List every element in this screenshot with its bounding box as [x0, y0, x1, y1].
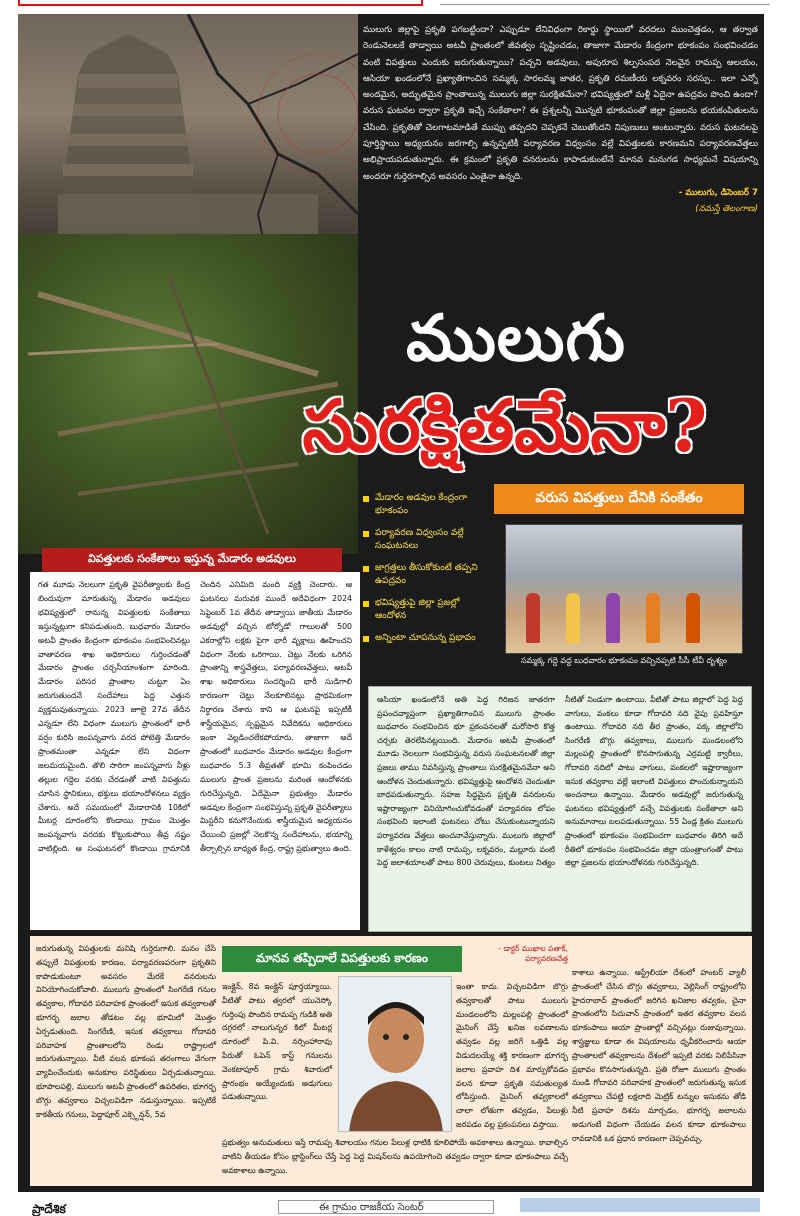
footer-headline: ప్రాదేశిక [32, 1202, 66, 1216]
highlight-bullets [363, 492, 483, 654]
divider [440, 4, 770, 5]
person-figure [566, 593, 580, 643]
article [18, 14, 764, 1192]
bottom-col-1: జరుగుతున్న విపత్తులకు మనిషి గుర్తెరుగాలి. మనం చేసే తప్పులే విపత్తులకు కారణం. పర్యావరణపరంగా ప్రకృతిని కాపాడుకుంటూ అవసరం మేరకే వనరులను వినియోగించుకోవాలి. ములుగు ప్రాంతంలో సింగరేణి గనుల తవ్వకాల, గోదావరి పరివాహక ప్రాంతంలో ఇసుక తవ్వకాలతో భూగర్భ జలాల తోడటం వల్ల భూమిలో మొత్తం ఏర్పడుతుంది. సింగరేణి, ఇసుక తవ్వకాలు గోదావరి పరివాహక ప్రాంతాలలోని రెండు రాష్ట్రాలలో జరుగుతున్నాయి. వీటి వలన భూకంప తరంగాలు వేగంగా వ్యాపించేందుకు అనుకూల పరిస్థితులు ఏర్పడుతున్నాయి. భూపాలపల్లి, ములుగు అటవీ ప్రాంతంలో ఉపరితల, భూగర్భ బొగ్గు తవ్వకాలు విచ్చలవిడిగా నడుస్తున్నాయి. ఇప్పటికే కాకతీయ గనులు, పెద్దాపూర్ ఎక్స్టెన్షన్, 5వ [36, 944, 216, 1119]
cctv-photo [505, 524, 743, 654]
person-figure [526, 593, 540, 643]
top-strip [0, 0, 800, 10]
left-section-title: విపత్తులకు సంకేతాలు ఇస్తున్న మేడారం అడవులు [42, 548, 342, 572]
bottom-section-title: మానవ తప్పిదాలే విపత్తులకు కారణం [222, 946, 462, 972]
bullet-item: మేడారం అడవుల కేంద్రంగా భూకంపం [363, 492, 483, 518]
hero-image [18, 14, 358, 554]
person-figure [606, 593, 620, 643]
bottom-col-4: కాశాలు ఉన్నాయి. ఆస్ట్రేలియా దేశంలో హంటర్ వ్యాలీ ప్రాంతంలో చేసిన బొగ్గు తవ్వకాలు, వెల్లిసింగ్ రాష్ట్రంలోని హైదరాబాద్ ప్రాంతంలో జరిగిన ఖనిజాల తవ్వకం, చైనా ప్రాంతంలోని సిచువాన్ ప్రాంతంలో ఇతర తవ్వకాల వలన భూకంపాలు ఆయా ప్రాంతాల్లో వచ్చినట్లు రుజువున్నాయి. శాస్త్రజ్ఞులు కూడా ఈ విషయాలను ధృవీకరించారు ఆయా ప్రాంతాలలో తవ్వకాలను దేశంలో ఇప్పటి వరకు నిలిపేసినా ప్రభావం కొనసాగుతున్నది. ప్రతి రోజూ ములుగు ప్రాంతం నుండి గోదావరి పరివాహక ప్రాంతంలో జరుగుతున్న ఇసుక తవ్వకాలు చేపట్టి లక్షలాది మెట్రిక్ టన్నుల ఇసుకను తోడి నీటి ప్రవాహ దిశను మార్చడం, భూగర్భ జలాలను అడుగంటే విధంగా చేయడం వలన కూడా భూకంపాలు రావడానికి ఒక ప్రధాన కారణంగా చెప్పవచ్చు. [572, 968, 746, 1143]
footer-next-article: ఈ గ్రామం రాజకీయ సెంటర్ [278, 1200, 494, 1214]
person-figure [686, 593, 700, 643]
person-figure [646, 593, 660, 643]
temple-photo [18, 14, 358, 264]
intro-body: ములుగు జిల్లాపై ప్రకృతి పగబట్టిందా? ఎప్పుడూ లేనివిధంగా రికార్డు స్థాయిలో వరదలు ముంచెత్తడం, ఆ తర్వాత రెండునెలలకే తాడ్వాయి అటవీ ప్రాంతంలో జీవత్వం సృష్టించడం, తాజాగా మేడారం కేంద్రంగా భూకంపం సంభవించడం వంటి విపత్తులు ఎందుకు జరుగుతున్నాయి? పచ్చని అడవులు, అపురూప శిల్పసంపద నెలవైన రామప్ప ఆలయం, ఆసియా ఖండంలోనే ప్రఖ్యాతిగాంచిన సమ్మక్క సారలమ్మ జాతర, ప్రకృతి రమణీయ లక్నవరం సరస్సు.. ఇలా ఎన్నో అందమైన, అద్భుతమైన ప్రాంతాలున్న ములుగు జిల్లా సురక్షితమేనా? భవిష్యత్తులో మళ్లీ ఏదైనా ఉపద్రవం పొంచి ఉందా? వరుస ఘటనల ద్వారా ప్రకృతి ఇచ్చే సంకేతాలా? ఈ ప్రశ్నలన్నీ మొన్నటి భూకంపంతో జిల్లా ప్రజలను భయకంపితులను చేసింది. ప్రకృతితో చెలగాటమాడితే ముప్పు తప్పదని చెప్పకనే చెబుతోందని నిపుణులు అంటున్నారు. వరుస ఘటనలపై పూర్తిస్థాయి అధ్యయనం జరగాల్సి ఉన్నప్పటికీ పర్యావరణ విధ్వంసం వల్లే విపత్తులకు కారణమని పర్యావరణవేత్తలు అభిప్రాయపడుతున్నారు. ఈ క్రమంలో ప్రకృతి వనరులను కాపాడుకుంటేనే మానవ మనుగడ సాధ్యమనే విషయాన్ని అందరూ గుర్తెరగాల్సిన అవసరం ఎంతైనా ఉన్నది. [363, 25, 758, 182]
bullet-item: జాగ్రత్తలు తీసుకోకుంటే తప్పని ఉపద్రవం [363, 562, 483, 588]
temple-drawing [18, 14, 358, 264]
mid-section-body: ఆసియా ఖండంలోనే అతి పెద్ద గిరిజన జాతరగా ప్రపంచవ్యాప్తంగా ప్రఖ్యాతిగాంచిన ములుగు ప్రాంతం బుధవారం సంభవించిన భూ ప్రకంపనలతో మరోసారి కొత్త చర్చకు తెరలేపినట్లయింది. మేడారం అటవీ ప్రాంతంలో మూడు నెలలుగా సంభవిస్తున్న వరుస సంఘటనలతో జిల్లా ప్రజలు తాము నివసిస్తున్న ప్రాంతాలు సురక్షితమైనవేనా అని ఆందోళన చెందుతున్నారు. భవిష్యత్తుపై ఆందోళన చెందుతూ బాధపడుతున్నారు. సహజ సిద్ధమైన ప్రకృతి వనరులను ఇష్టారాజ్యంగా వినియోగించుకోవడంతో పర్యావరణ లోపం సంభవించి ఇలాంటి ఘటనలు చోటు చేసుకుంటున్నాయని పర్యావరణ వేత్తలు అంచనావేస్తున్నారు. ములుగు జిల్లాలో కాళేశ్వరం కాలం నాటి రామప్ప, లక్నవరం, మల్లూరు వంటి పెద్ద జలాశయాలతో పాటు 800 చెరువులు, కుంటలు నిత్యం నీటితో నిండుగా ఉంటాయి. వీటితో పాటు జిల్లాలో పెద్ద పెద్ద వాగులు, వంకలు కూడా గోదావరి నది వైపు ప్రవహిస్తూ ఉంటాయి. గోదావరి నది తీర ప్రాంతం, పక్క జిల్లాలోని సింగరేణి బొగ్గు తవ్వకాలు, ములుగు మండలంలోని మల్లంపల్లి ప్రాంతంలో కొనసాగుతున్న ఎర్రమట్టి క్వారీలు, గోదావరి నదిలో పాటు వాగులు, వంకలలో ఇష్టారాజ్యంగా ఇసుక తవ్వకాల వల్లే ఇలాంటి విపత్తులు పొంచుకున్నాయని అంచనాలు ఉన్నాయి. మేడారం అడవుల్లో జరుగుతున్న ఘటనలు భవిష్యత్తులో వచ్చే విపత్తులకు సంకేతాలా అని అనుమానాలు బలపడుతున్నాయి. 55 ఏండ్ల క్రితం ములుగు ప్రాంతంలో భూకంపం సంభవించగా బుధవారం తిరిగి అదే రీతిలో భూకంపం సంభవించడం జిల్లా యంత్రాంగంతో పాటు జిల్లా ప్రజలను భయాందోళనకు గురిచేస్తున్నది. [368, 686, 752, 932]
footer-image-strip [520, 1198, 760, 1212]
bottom-col-2: ఇంక్లైన్, 8వ ఇంక్లైన్ పూర్తయ్యాయి. వీటితో పాటు త్వరలో యునెస్కో గుర్తింపు పొందిన రామప్ప గుడికి అతి దగ్గరలో నాలుగున్నర కిలో మీటర్ల దూరంలో పి.వి. నర్సింహారావు పేరుతో ఓపెన్ కాస్ట్ గనులను వెంకటాపూర్ గ్రామ శివారులో ప్రారంభం అయ్యేందుకు అడుగులు పడుతున్నాయి. [222, 982, 332, 1102]
dateline-source: (నమస్తే తెలంగాణ) [695, 204, 758, 215]
dateline: - ములుగు, డిసెంబర్ 7 [678, 187, 758, 198]
bullet-item: అన్నింటా చూపనున్న ప్రభావం [363, 632, 483, 645]
headline-line-1: ములుగు [406, 301, 626, 376]
left-section-body: గత మూడు నెలలుగా ప్రకృతి వైపరీత్యాలకు కేంద్ర బిందువుగా మారుతున్న మేడారం అడవులు భవిష్యత్తులో రానున్న విపత్తులకు సంకేతాలు ఇస్తున్నట్లుగా కనిపడుతుంది. బుధవారం మేడారం అటవీ ప్రాంతం కేంద్రంగా భూకంపం సంభవించినట్లు వాతావరణ శాఖ అధికారులు గుర్తించడంతో మేడారం ప్రాంతం చర్చనీయాంశంగా మారింది. మేడారం పరిసర ప్రాంతాల చుట్టూ ఏం జరుగుతుందనే సందేహాలు పెద్ద ఎత్తున వ్యక్తమవుతున్నాయి. 2023 జూలై 27వ తేదీన ఎన్నడూ లేని విధంగా ములుగు ప్రాంతంలో భారీ వర్షం కురిసి జంపన్నవాగు వరద పోటెత్తి మేడారం ప్రాంతమంతా ఎన్నడూ లేని విధంగా జలమయమైంది. తొలి సారిగా జంపన్నవాగు నీళ్లు తల్లుల గద్దెల వరకు చేరడంతో వాటి విపత్తును చూసిన స్థానికులు, భక్తులు భయాందోళనలు వ్యక్తం చేశారు. అదే సమయంలో మేడారానికి 10కిలో మీటర్ల దూరంలోని కొండాయి గ్రామం మొత్తం జంపన్నవాగు వరదకు కొట్టుకుపోయి తీవ్ర నష్టం వాటిల్లింది. ఆ సంఘటనలో కొండాయి గ్రామానికి చెందిన ఎనిమిది మంది వ్యక్తి చెందారు. ఆ ఘటనలు మరువక ముందే అదేవిధంగా 2024 సెప్టెంబర్ 1వ తేదీన తాడ్వాయి జాతీయ మేడారం అడవుల్లో వచ్చిన టోర్నోడో గాలులతో 500 ఎకరాల్లోని లక్షకు పైగా భారీ వృక్షాలు ఊహించని విధంగా నేలకు ఒరిగాయి. చెట్లు నేలకు ఒరిగిన ప్రాంతాన్ని శాస్త్రవేత్తలు, పర్యావరణవేత్తలు, అటవీ శాఖ అధికారులు సందర్శించి భారీ సుడిగాలి కారణంగా చెట్లు నేలకూలినట్లు ప్రాథమికంగా నిర్ధారణ చేశారు కాని ఆ ఘటనపై ఇప్పటికీ శాస్త్రీయమైన, స్పష్టమైన నివేదికను అధికారులు ఇంకా వెల్లడించలేకపోయారు. తాజాగా అదే ప్రాంతంలో బుధవారం మేడారం అడవుల కేంద్రంగా బుధవారం 5.3 తీవ్రతతో భూమి కంపించడం ములుగు ప్రాంత ప్రజలను మరింత ఆందోళనకు గురిచేస్తున్నది. ఏదేమైనా ప్రభుత్వం మేడారం అడవుల కేంద్రంగా సంభవిస్తున్న ప్రకృతి వైపరీత్యాలు మిస్టరీని కనుగొనేందుకు శాస్త్రీయమైన అధ్యయనం చేయించి ప్రజల్లో నెలకొన్న సందేహాలను, భయాన్ని తీర్చాల్సిన బాధ్యత కేంద్ర, రాష్ట్ర ప్రభుత్వాలు ఉంది. [30, 572, 360, 930]
bottom-section [30, 936, 752, 1186]
bullet-item: పర్యావరణ విధ్వంసం వల్లే సంఘటనలు [363, 527, 483, 553]
expert-portrait [338, 976, 452, 1132]
section-tag: వరుస విపత్తులు దేనికి సంకేతం [494, 484, 744, 514]
bottom-byline: - డాక్టర్ ముఖాల పతాక్, పర్యావరణవేత్త [498, 944, 568, 963]
bullet-item: భవిష్యత్తుపై జిల్లా ప్రజల్లో ఆందోళన [363, 597, 483, 623]
headline-line-2: సురక్షితమేనా? [302, 383, 708, 468]
photo-caption: సమ్మక్క గద్దె వద్ద బుధవారం భూకంపం వచ్చినప్పటి సీసీ టీవీ దృశ్యం [521, 656, 727, 665]
portrait-drawing [339, 977, 452, 1132]
bottom-col-2-continued: ప్రభుత్వం అనుమతులు ఇస్తే రామప్ప శివాలయం గనుల పేలుళ్ల ధాటికి కూలిపోయే అవకాశాలు ఉన్నాయి. కావాల్సిన వాటిని తీయడం కోసం బ్లాస్టింగ్‌లు చేస్తే పెద్ద పెద్ద మిషన్‌లను ఉపయోగించి తవ్వడం ద్వారా కూడా భూకంపాలు వచ్చే అవకాశాలు ఉన్నాయి. [222, 1138, 568, 1175]
previous-article-border [18, 0, 423, 6]
page-footer [0, 1196, 800, 1216]
bottom-col-3: ఇంతా కాదు. విచ్చలవిడిగా బొగ్గు తవ్వకాలతో పాటు ములుగు మండలంలోని మల్లంపల్లి ప్రాంతంలో మైనింగ్ చేస్తే ఖనిజ లవణాలను తవ్వడం వల్ల జరిగే ఒత్తిడి వల్ల విడుదలయ్యే శక్తి కారణంగా భూగర్భ జలాల ప్రవాహ దిశ మార్పుకోవడం వలన కూడా ప్రకృతి సమతుల్యత లోపిస్తుంది. మైనింగ్ తవ్వకాలలో చాలా లోతుగా తవ్వడం, పేలుళ్లు జరపడం వల్ల ప్రకంపనలు వస్తాయి. [456, 982, 568, 1129]
